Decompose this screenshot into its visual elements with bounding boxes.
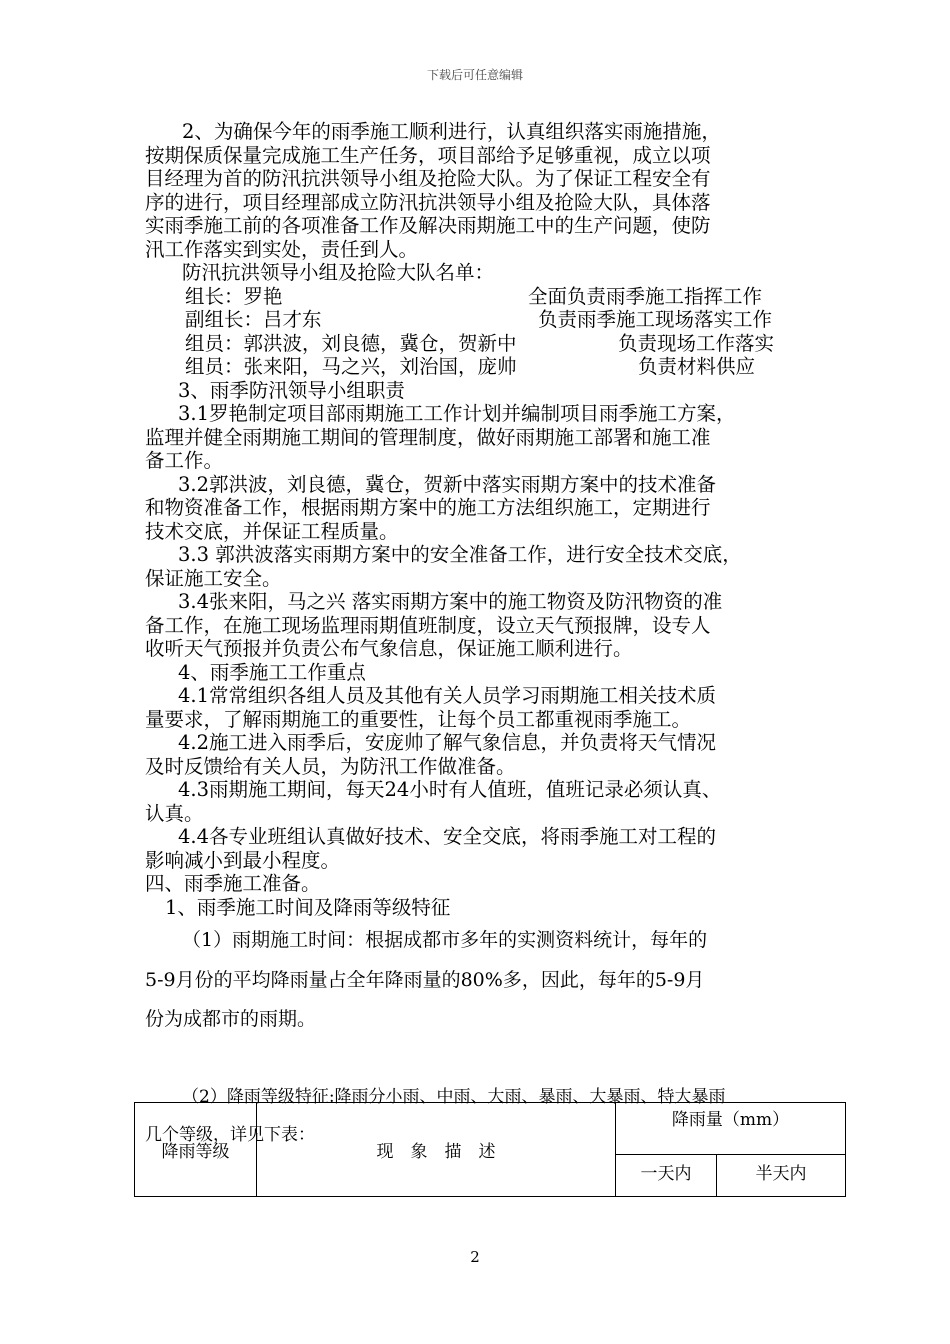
paragraph-line: 4.4各专业班组认真做好技术、安全交底，将雨季施工对工程的 [178,825,717,848]
member-duty: 负责现场工作落实 [618,331,775,355]
paragraph-line: 序的进行，项目经理部成立防汛抗洪领导小组及抢险大队，具体落 [145,190,711,214]
paragraph-line: 份为成都市的雨期。 [145,1008,317,1030]
member-duty: 全面负责雨季施工指挥工作 [528,284,763,308]
member-duty: 负责材料供应 [638,355,756,378]
paragraph-line: 保证施工安全。 [145,566,282,590]
page-header: 下载后可任意编辑 [426,68,523,82]
header-grade: 降雨等级 [135,1103,257,1197]
member-row [145,308,835,332]
paragraph-line: （1）雨期施工时间：根据成都市多年的实测资料统计，每年的 [182,929,708,951]
paragraph-line: 量要求，了解雨期施工的重要性，让每个员工都重视雨季施工。 [145,707,692,731]
paragraph-line: 收听天气预报并负责公布气象信息，保证施工顺利进行。 [145,637,633,660]
paragraph-line: 几个等级，详见下表： [145,1124,315,1145]
paragraph-line: 4.2施工进入雨季后，安庞帅了解气象信息，并负责将天气情况 [178,731,717,754]
header-description: 现 象 描 述 [257,1103,616,1197]
member-role: 组长：罗艳 [185,284,283,308]
section-heading: 4、雨季施工工作重点 [178,660,366,684]
paragraph-line: 监理并健全雨期施工期间的管理制度，做好雨期施工部署和施工准 [145,425,711,449]
paragraph-line: 认真。 [145,801,204,825]
paragraph-line: 4.1常常组织各组人员及其他有关人员学习雨期施工相关技术质 [178,684,717,707]
paragraph-line: 3.2郭洪波，刘良德，冀仓，贺新中落实雨期方案中的技术准备 [178,472,717,496]
paragraph-line: 3.4张来阳，马之兴 落实雨期方案中的施工物资及防汛物资的准 [178,590,723,613]
paragraph-line: 3.1罗艳制定项目部雨期施工工作计划并编制项目雨季施工方案， [178,402,736,425]
section-heading: 3、雨季防汛领导小组职责 [178,378,405,402]
paragraph-line: 2、为确保今年的雨季施工顺利进行，认真组织落实雨施措施， [182,120,721,143]
paragraph-line: 影响减小到最小程度。 [145,848,341,872]
paragraph-line: 3.3 郭洪波落实雨期方案中的安全准备工作，进行安全技术交底， [178,543,742,566]
paragraph-line: 备工作，在施工现场监理雨期值班制度，设立天气预报牌，设专人 [145,613,711,637]
member-duty: 负责雨季施工现场落实工作 [538,308,773,331]
paragraph-line: 和物资准备工作，根据雨期方案中的施工方法组织施工，定期进行 [145,496,711,519]
paragraph-line: 按期保质保量完成施工生产任务，项目部给予足够重视，成立以项 [145,143,711,167]
paragraph-line: 目经理为首的防汛抗洪领导小组及抢险大队。为了保证工程安全有 [145,167,711,190]
paragraph-line: 实雨季施工前的各项准备工作及解决雨期施工中的生产问题，使防 [145,214,711,237]
member-role: 副组长：吕才东 [185,308,322,331]
header-rainfall-amount: 降雨量（mm） [616,1103,846,1155]
section-heading: 四、雨季施工准备。 [145,872,321,895]
document-body [145,120,835,1154]
paragraph-line: 备工作。 [145,449,224,472]
section-heading: 1、雨季施工时间及降雨等级特征 [165,895,451,919]
paragraph-line: （2）降雨等级特征:降雨分小雨、中雨、大雨、暴雨、大暴雨、特大暴雨 [182,1086,726,1107]
member-row [145,285,835,309]
page-number: 2 [470,1248,480,1266]
member-row [145,355,835,379]
member-row [145,332,835,356]
member-role: 组员：张来阳，马之兴，刘治国，庞帅 [185,355,517,378]
paragraph-line: 汛工作落实到实处，责任到人。 [145,237,419,261]
paragraph-line: 5-9月份的平均降雨量占全年降雨量的80%多，因此，每年的5-9月 [145,968,705,991]
rainfall-grade-table [134,1102,846,1197]
member-role: 组员：郭洪波，刘良德，冀仓，贺新中 [185,331,517,355]
paragraph-line: 技术交底，并保证工程质量。 [145,519,399,543]
header-one-day: 一天内 [616,1155,717,1197]
member-list-title: 防汛抗洪领导小组及抢险大队名单： [182,261,495,284]
paragraph-line: 4.3雨期施工期间，每天24小时有人值班，值班记录必须认真、 [178,778,722,801]
header-half-day: 半天内 [717,1155,846,1197]
paragraph-line: 及时反馈给有关人员，为防汛工作做准备。 [145,754,516,778]
